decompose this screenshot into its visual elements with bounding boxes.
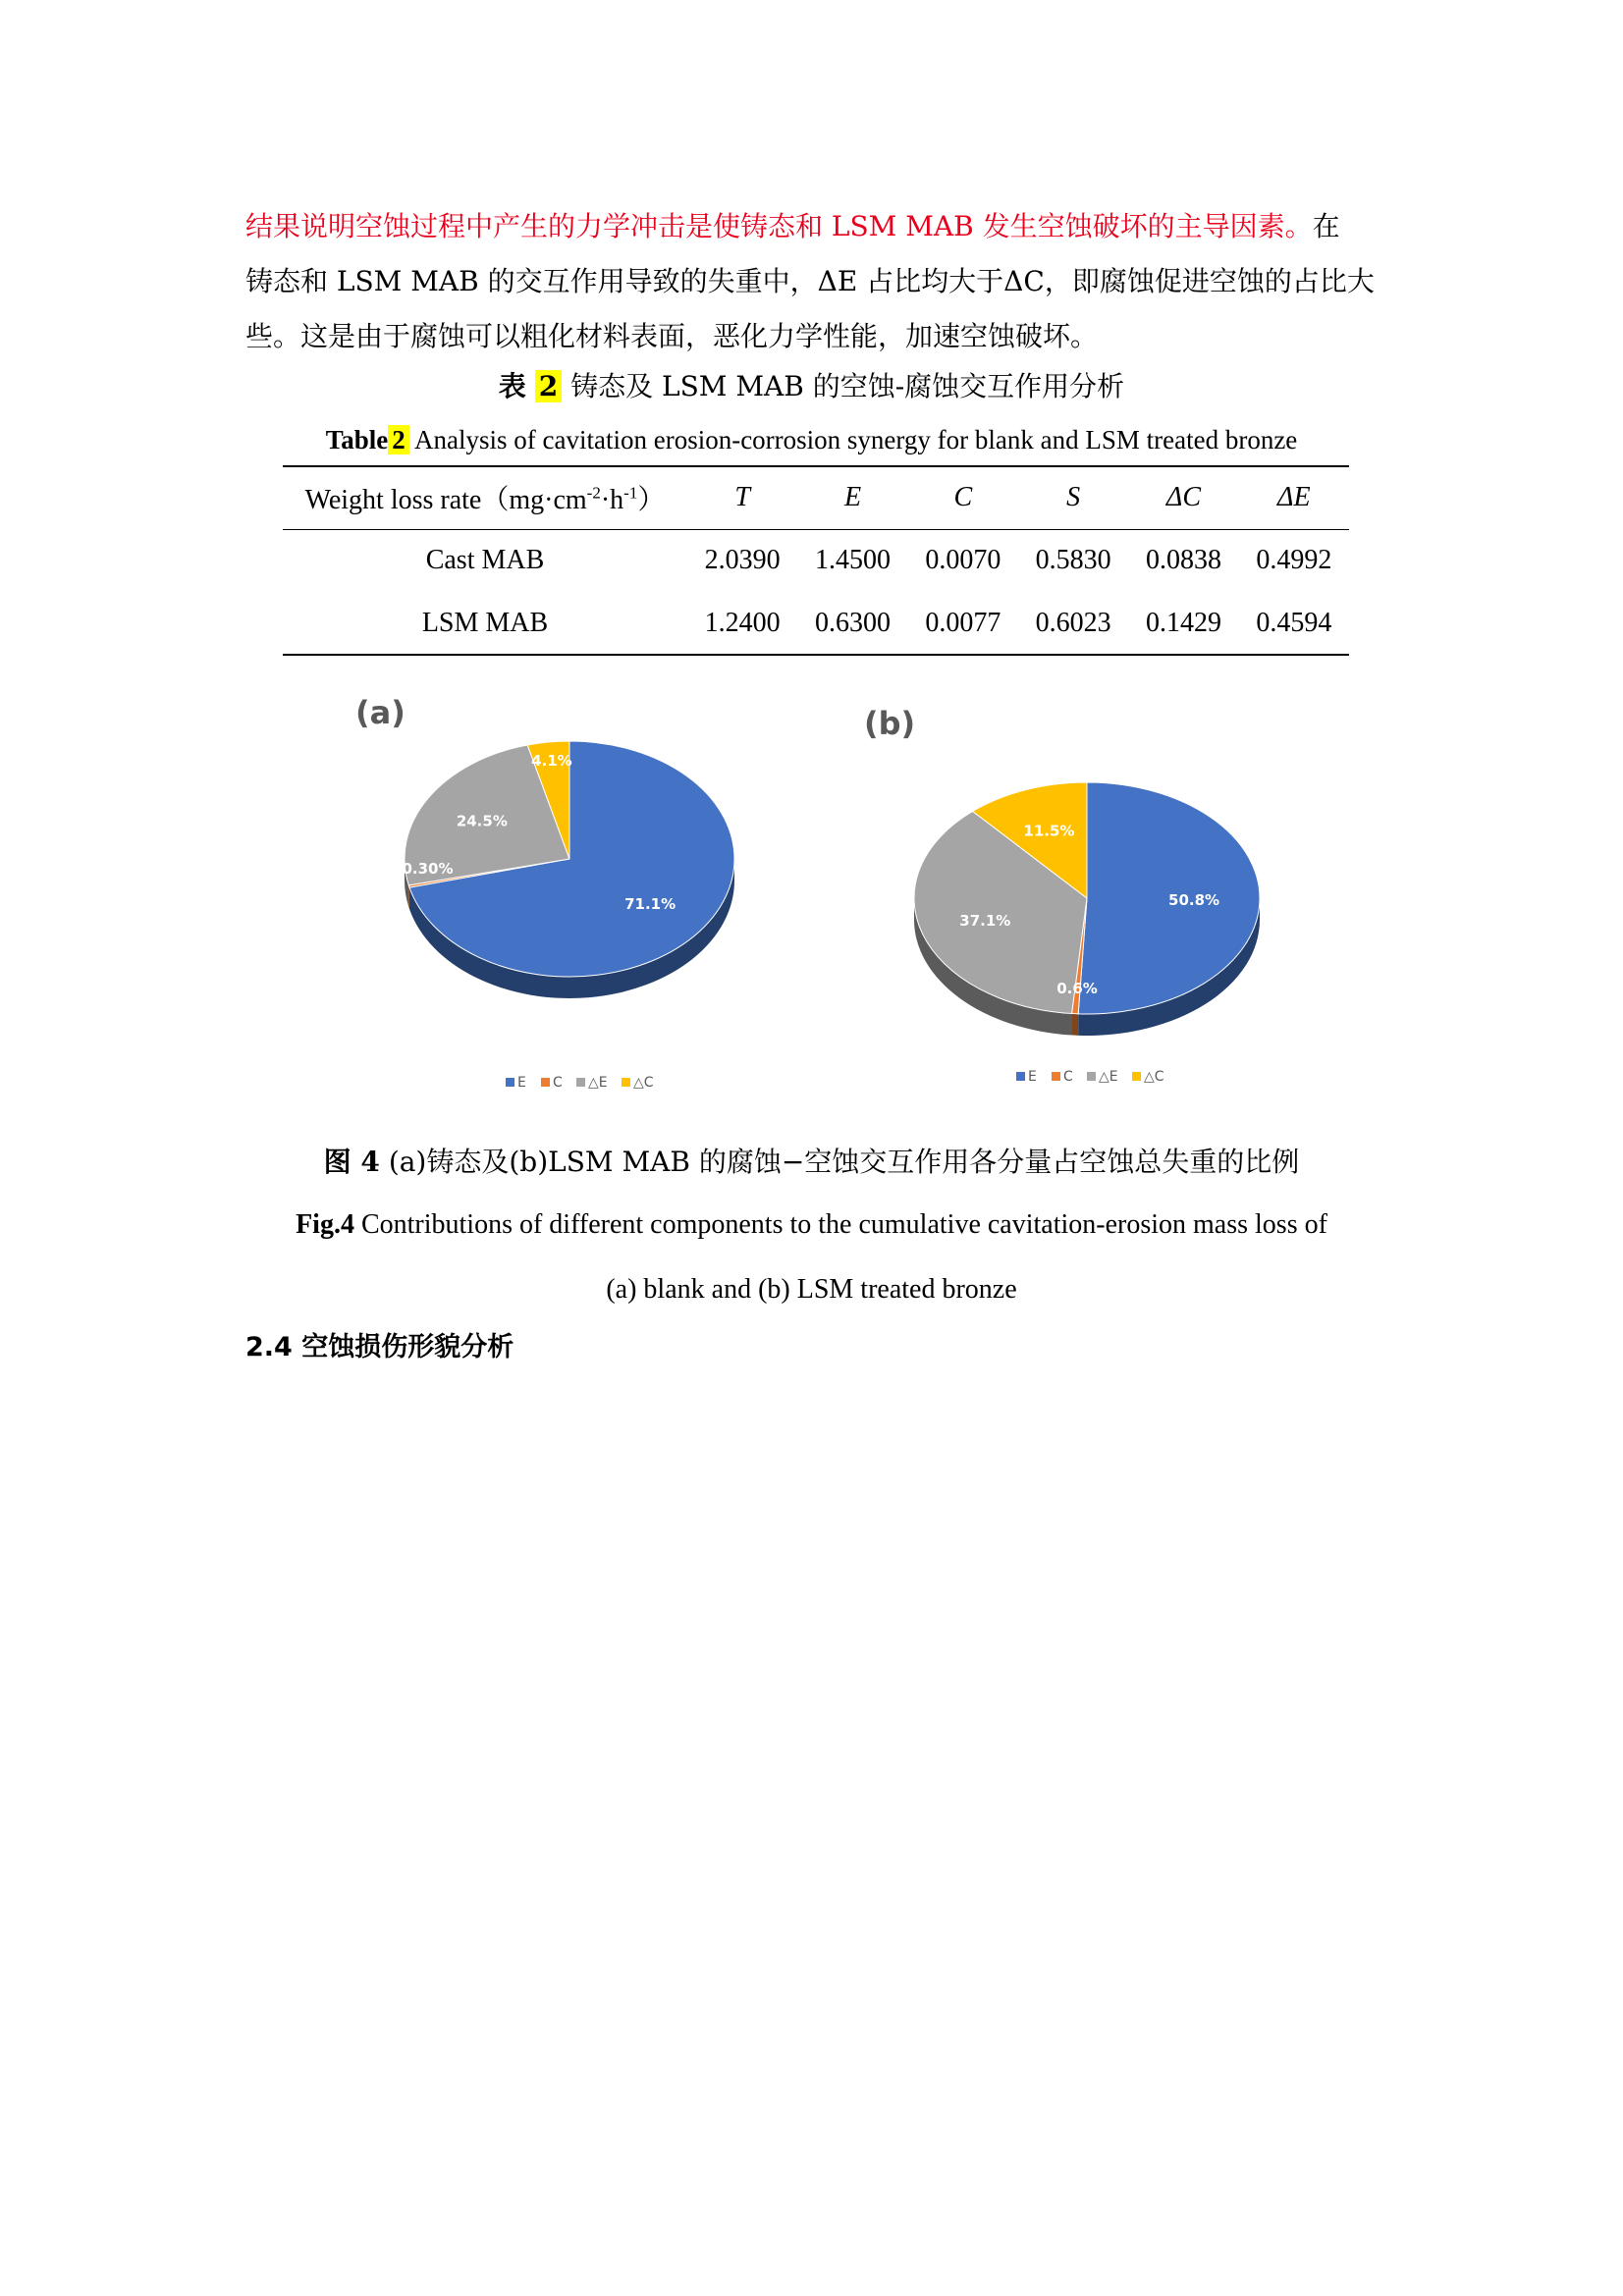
legend-label: △E <box>1099 1069 1118 1085</box>
header-col: E <box>843 482 862 513</box>
legend-label: E <box>1028 1069 1037 1085</box>
panel-label: (b) <box>864 705 916 742</box>
header-col: S <box>1066 482 1081 513</box>
figure-caption-zh: 图 4 (a)铸态及(b)LSM MAB 的腐蚀−空蚀交互作用各分量占空蚀总失重的比例 <box>323 1146 1300 1178</box>
paragraph-line-1: 结果说明空蚀过程中产生的力学冲击是使铸态和 LSM MAB 发生空蚀破坏的主导因素。在 <box>245 210 1340 242</box>
body-paragraph <box>245 199 1384 364</box>
table-row <box>283 592 1349 655</box>
pie-side-C <box>408 885 409 909</box>
table-cell: 0.0838 <box>1145 545 1221 576</box>
header-col: T <box>734 482 750 513</box>
legend-label: △C <box>1144 1069 1164 1085</box>
row-label: LSM MAB <box>421 607 549 638</box>
legend-swatch <box>506 1078 514 1087</box>
table-cell: 1.4500 <box>814 545 891 576</box>
table-cell: 0.1429 <box>1145 607 1221 638</box>
legend-label: C <box>1063 1069 1073 1085</box>
table-cell: 1.2400 <box>704 607 781 638</box>
legend-label: △E <box>588 1075 608 1091</box>
pie-data-label: 0.6% <box>1056 980 1098 998</box>
paragraph-line-2: 铸态和 LSM MAB 的交互作用导致的失重中，ΔE 占比均大于ΔC，即腐蚀促进空蚀的占比大 <box>245 265 1375 297</box>
table-row <box>283 529 1349 592</box>
header-col: ΔC <box>1165 482 1202 513</box>
section-heading: 2.4 空蚀损伤形貌分析 <box>245 1332 514 1362</box>
legend-swatch <box>576 1078 585 1087</box>
legend-swatch <box>1087 1072 1096 1081</box>
table-cell: 0.6300 <box>814 607 891 638</box>
pie-data-label: 71.1% <box>624 894 676 913</box>
pie-data-label: 0.30% <box>402 860 454 878</box>
table-header-row <box>283 466 1349 529</box>
table-cell: 0.4594 <box>1256 607 1332 638</box>
figure-caption-en-1: Fig.4 Contributions of different components to the cumulative cavitation-erosion mass loss of <box>296 1209 1327 1240</box>
pie-data-label: 24.5% <box>456 812 508 830</box>
table-cell: 2.0390 <box>704 545 781 576</box>
header-weight-loss: Weight loss $rate(mg\cdot cm^{-2}\cdot h^{-1})$ <box>304 483 666 516</box>
panel-label: (a) <box>355 694 406 731</box>
legend-swatch <box>622 1078 630 1087</box>
paragraph-line-3: 些。这是由于腐蚀可以粗化材料表面，恶化力学性能，加速空蚀破坏。 <box>245 320 1099 352</box>
table-number-highlight-en: 2 <box>388 425 409 454</box>
legend-swatch <box>1132 1072 1141 1081</box>
pie-data-label: 50.8% <box>1168 890 1220 909</box>
highlighted-conclusion: 结果说明空蚀过程中产生的力学冲击是使铸态和 LSM MAB 发生空蚀破坏的主导因素。 <box>245 210 1313 242</box>
pie-data-label: 4.1% <box>531 752 572 771</box>
pie-data-label: 11.5% <box>1023 822 1075 840</box>
header-col: ΔE <box>1277 482 1311 513</box>
table-cell: 0.0077 <box>925 607 1001 638</box>
table-cell: 0.4992 <box>1256 545 1332 576</box>
legend-label: E <box>517 1075 526 1091</box>
pie-data-label: 37.1% <box>959 911 1011 930</box>
pie-charts-figure <box>0 677 1623 1119</box>
legend-swatch <box>1016 1072 1025 1081</box>
row-label: Cast MAB <box>425 545 545 576</box>
figure-caption-en-2: (a) blank and (b) LSM treated bronze <box>606 1274 1017 1305</box>
legend-label: △C <box>633 1075 654 1091</box>
header-col: C <box>953 482 973 513</box>
legend-swatch <box>541 1078 550 1087</box>
table-caption-en: Table 2 Analysis of cavitation erosion-corrosion synergy for blank and LSM treated bronze <box>325 425 1298 454</box>
pie-chart-a <box>355 694 734 1091</box>
pie-chart-b <box>864 705 1260 1085</box>
legend-swatch <box>1052 1072 1060 1081</box>
table-cell: 0.5830 <box>1035 545 1111 576</box>
legend-label: C <box>553 1075 563 1091</box>
table-number-highlight: 2 <box>535 370 562 402</box>
pie-side-C <box>1072 1014 1079 1036</box>
synergy-table <box>283 465 1349 656</box>
table-cell: 0.0070 <box>925 545 1001 576</box>
table-caption-zh: 表 2 铸态及 LSM MAB 的空蚀-腐蚀交互作用分析 <box>498 370 1125 402</box>
table-cell: 0.6023 <box>1035 607 1111 638</box>
